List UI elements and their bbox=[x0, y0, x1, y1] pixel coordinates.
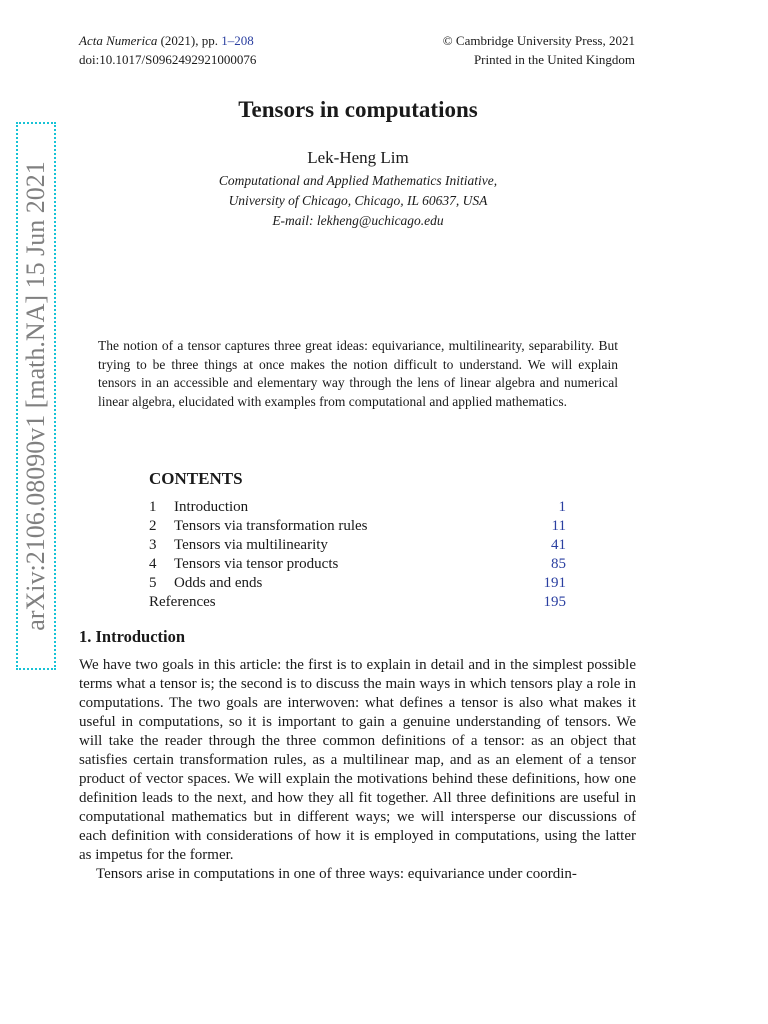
section-heading: 1. Introduction bbox=[79, 627, 186, 646]
toc-entry bbox=[149, 574, 566, 593]
table-of-contents bbox=[149, 498, 566, 612]
toc-entry-page-link[interactable]: 85 bbox=[551, 556, 566, 572]
toc-entry-title: Tensors via tensor products bbox=[174, 556, 339, 572]
toc-entry-page-link[interactable]: 191 bbox=[543, 575, 566, 591]
contents-heading: CONTENTS bbox=[149, 469, 243, 488]
journal-header bbox=[79, 31, 256, 69]
publisher-header bbox=[443, 31, 635, 69]
journal-citation bbox=[79, 31, 256, 50]
toc-entry-page-link[interactable]: 11 bbox=[551, 518, 566, 534]
author-affiliation bbox=[0, 171, 716, 231]
abstract: The notion of a tensor captures three great ideas: equivariance, multilinearity, separability. But trying to be three things at once makes the notion difficult to understand. We will explain tensors in an accessible and elementary way through the lens of linear algebra and numerical linear algebra, elucidated with examples from computational and applied mathematics. bbox=[98, 338, 618, 409]
paragraph-2: Tensors arise in computations in one of three ways: equivariance under coordin- bbox=[96, 866, 577, 882]
toc-entry-number: 4 bbox=[149, 556, 157, 572]
pages-link[interactable]: 1–208 bbox=[221, 33, 254, 48]
doi: doi:10.1017/S0962492921000076 bbox=[79, 52, 257, 67]
copyright: © Cambridge University Press, 2021 bbox=[442, 33, 635, 48]
toc-entry-number: 3 bbox=[149, 537, 157, 553]
toc-entry bbox=[149, 536, 566, 555]
toc-entry-title: Tensors via transformation rules bbox=[174, 518, 368, 534]
toc-entry-page-link[interactable]: 195 bbox=[543, 594, 566, 610]
journal-year-pages: (2021), pp. bbox=[157, 33, 222, 48]
toc-entry-page-link[interactable]: 1 bbox=[558, 499, 566, 515]
toc-entry bbox=[149, 555, 566, 574]
toc-entry-title: Introduction bbox=[174, 499, 249, 515]
toc-entry-number: 5 bbox=[149, 575, 157, 591]
paper-title: Tensors in computations bbox=[238, 97, 478, 122]
section-body bbox=[79, 656, 636, 884]
toc-entry-number: 1 bbox=[149, 499, 157, 515]
toc-entry bbox=[149, 517, 566, 536]
toc-entry-title: Odds and ends bbox=[174, 575, 263, 591]
toc-entry bbox=[149, 593, 566, 612]
author-email: E-mail: lekheng@uchicago.edu bbox=[272, 213, 444, 228]
arxiv-stamp: arXiv:2106.08090v1 [math.NA] 15 Jun 2021 bbox=[21, 161, 50, 631]
affiliation-line-1: Computational and Applied Mathematics Initiative, bbox=[218, 173, 498, 188]
author-name: Lek-Heng Lim bbox=[307, 148, 409, 167]
printed-location: Printed in the United Kingdom bbox=[473, 52, 635, 67]
toc-entry bbox=[149, 498, 566, 517]
toc-entry-page-link[interactable]: 41 bbox=[551, 537, 566, 553]
toc-entry-title: References bbox=[149, 594, 216, 610]
journal-name: Acta Numerica bbox=[79, 33, 158, 48]
affiliation-line-2: University of Chicago, Chicago, IL 60637, USA bbox=[228, 193, 488, 208]
paragraph-1: We have two goals in this article: the first is to explain in detail and in the simplest possible terms what a tensor is; the second is to discuss the main ways in which tensors play a role in computations. The two goals are interwoven: what defines a tensor is also what makes it useful in computations, so it is important to gain a genuine understanding of tensors. We will take the reader through the three common definitions of a tensor: as an object that satisfies certain transformation rules, as a multilinear map, and as an element of a tensor product of vector spaces. We will explain the motivations behind these definitions, how one definition leads to the next, and how they all fit together. All three definitions are useful in computational mathematics but in different ways; we will intersperse our discussions of each definition with considerations of how it is employed in computations, using the latter as impetus for the former. bbox=[79, 657, 636, 863]
toc-entry-number: 2 bbox=[149, 518, 157, 534]
toc-entry-title: Tensors via multilinearity bbox=[174, 537, 328, 553]
